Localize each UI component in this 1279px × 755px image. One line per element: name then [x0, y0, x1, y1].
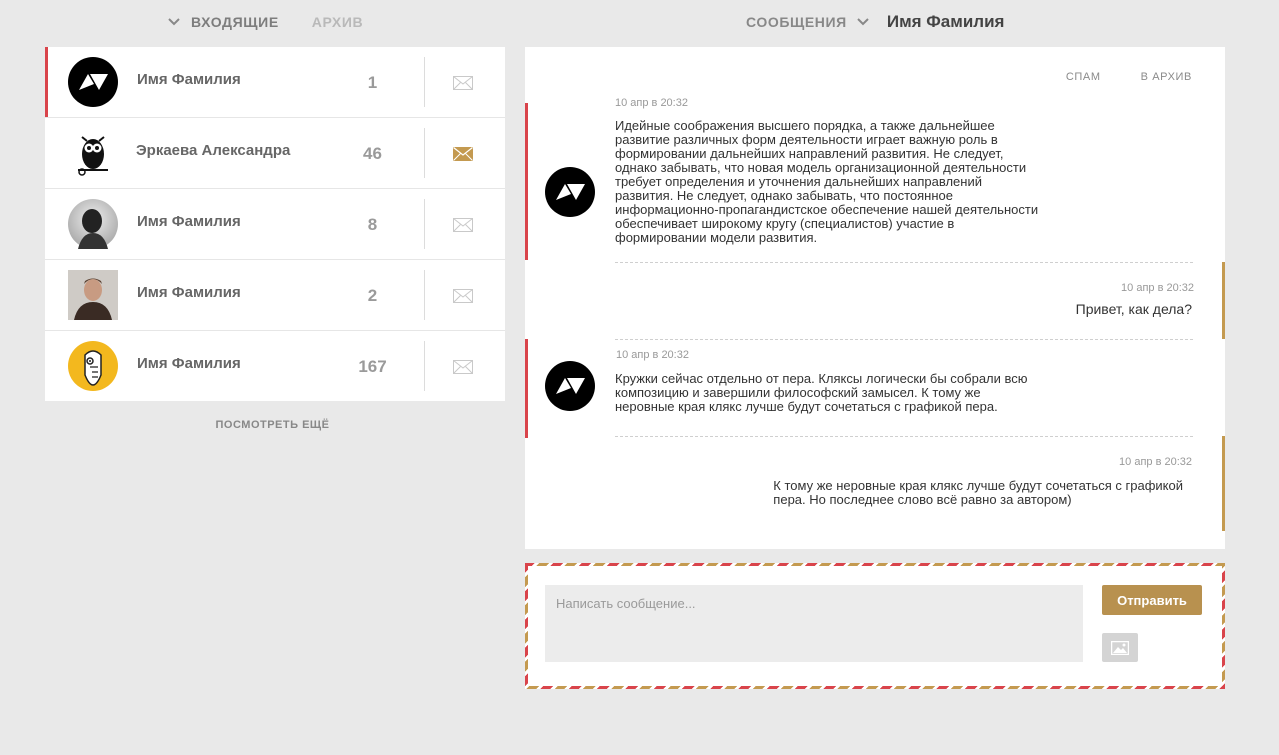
dialog-item[interactable] — [45, 331, 505, 401]
image-icon — [1111, 641, 1129, 655]
message-incoming — [525, 97, 1225, 260]
composer-body — [528, 566, 1222, 686]
avatar — [68, 57, 118, 107]
brand-logo-icon — [68, 57, 118, 107]
brand-logo-icon — [545, 361, 595, 411]
conversation-contact-name: Имя Фамилия — [886, 12, 1005, 31]
divider — [424, 199, 425, 249]
message-text: Кружки сейчас отдельно от пера. Кляксы логически бы собрали всю композицию и завершили философский замысел. К тому же неровные края клякс лучше будут сочетаться с графикой пера. — [615, 371, 1028, 414]
dialog-item[interactable] — [45, 189, 505, 260]
person-silhouette-icon — [68, 199, 118, 249]
dialog-name: Имя Фамилия — [137, 284, 241, 301]
message-input[interactable] — [545, 585, 1083, 662]
messages-menu-label[interactable]: СООБЩЕНИЯ — [746, 14, 847, 30]
tab-archive[interactable]: АРХИВ — [311, 14, 364, 30]
brand-logo-icon — [545, 167, 595, 217]
avatar — [68, 128, 118, 178]
dialog-name: Имя Фамилия — [137, 355, 241, 372]
message-outgoing — [525, 436, 1225, 531]
dialog-name: Имя Фамилия — [137, 213, 241, 230]
divider — [424, 128, 425, 178]
message-text: Идейные соображения высшего порядка, а также дальнейшее развитие различных форм деятельности играет важную роль в формировании дальнейших направлений развития. Не следует, однако забывать, что новая модель организационной деятельности требует определения и уточнения дальнейших направлений развития. Не следует, однако забывать, что постоянное информационно-пропагандистское обеспечение нашей деятельности обеспечивает широкому кругу (специалистов) участие в формировании модели развития. — [615, 118, 1039, 245]
chevron-down-icon[interactable] — [857, 15, 871, 29]
show-more-link[interactable]: ПОСМОТРЕТЬ ЕЩЁ — [215, 419, 330, 431]
dialog-item[interactable] — [45, 47, 505, 118]
attach-image-button[interactable] — [1102, 633, 1138, 662]
chevron-down-icon[interactable] — [168, 15, 182, 29]
mailbox-tabs — [168, 14, 363, 30]
dialog-count: 8 — [367, 215, 378, 234]
send-button[interactable]: Отправить — [1102, 585, 1202, 615]
messages-header — [746, 12, 1004, 32]
avatar — [68, 341, 118, 391]
divider — [424, 270, 425, 320]
avatar — [545, 167, 595, 217]
message-time: 10 апр в 20:32 — [1121, 282, 1194, 294]
envelope-unread-icon[interactable] — [453, 147, 473, 161]
avatar — [545, 361, 595, 411]
message-time: 10 апр в 20:32 — [1119, 456, 1192, 468]
avatar — [68, 270, 118, 320]
person-photo-icon — [68, 270, 118, 320]
dialog-count: 2 — [367, 286, 378, 305]
spam-button[interactable]: СПАМ — [1065, 71, 1101, 83]
envelope-icon[interactable] — [453, 76, 473, 90]
avatar — [68, 199, 118, 249]
dialog-item[interactable] — [45, 118, 505, 189]
dialog-name: Имя Фамилия — [137, 71, 241, 88]
owl-icon — [68, 128, 118, 178]
message-time: 10 апр в 20:32 — [616, 349, 689, 361]
dialog-item[interactable] — [45, 260, 505, 331]
dialog-list — [45, 47, 505, 401]
conversation-actions — [1066, 71, 1192, 83]
dialog-count: 167 — [358, 357, 387, 376]
message-text: К тому же неровные края клякс лучше будут сочетаться с графикой пера. Но последнее слово всё равно за автором) — [773, 478, 1183, 507]
divider — [424, 341, 425, 391]
conversation-panel — [525, 47, 1225, 549]
message-text: Привет, как дела? — [1075, 301, 1192, 317]
envelope-icon[interactable] — [453, 289, 473, 303]
yellow-character-icon — [68, 341, 118, 391]
dialog-count: 46 — [363, 144, 382, 163]
message-incoming — [525, 339, 1225, 438]
message-composer — [525, 563, 1225, 689]
envelope-icon[interactable] — [453, 218, 473, 232]
message-outgoing — [525, 262, 1225, 339]
dialog-name: Эркаева Александра — [136, 142, 291, 159]
envelope-icon[interactable] — [453, 360, 473, 374]
divider — [424, 57, 425, 107]
tab-inbox[interactable]: ВХОДЯЩИЕ — [191, 14, 279, 30]
move-to-archive-button[interactable]: В АРХИВ — [1140, 71, 1192, 83]
message-time: 10 апр в 20:32 — [615, 97, 688, 109]
dialog-count: 1 — [367, 73, 378, 92]
